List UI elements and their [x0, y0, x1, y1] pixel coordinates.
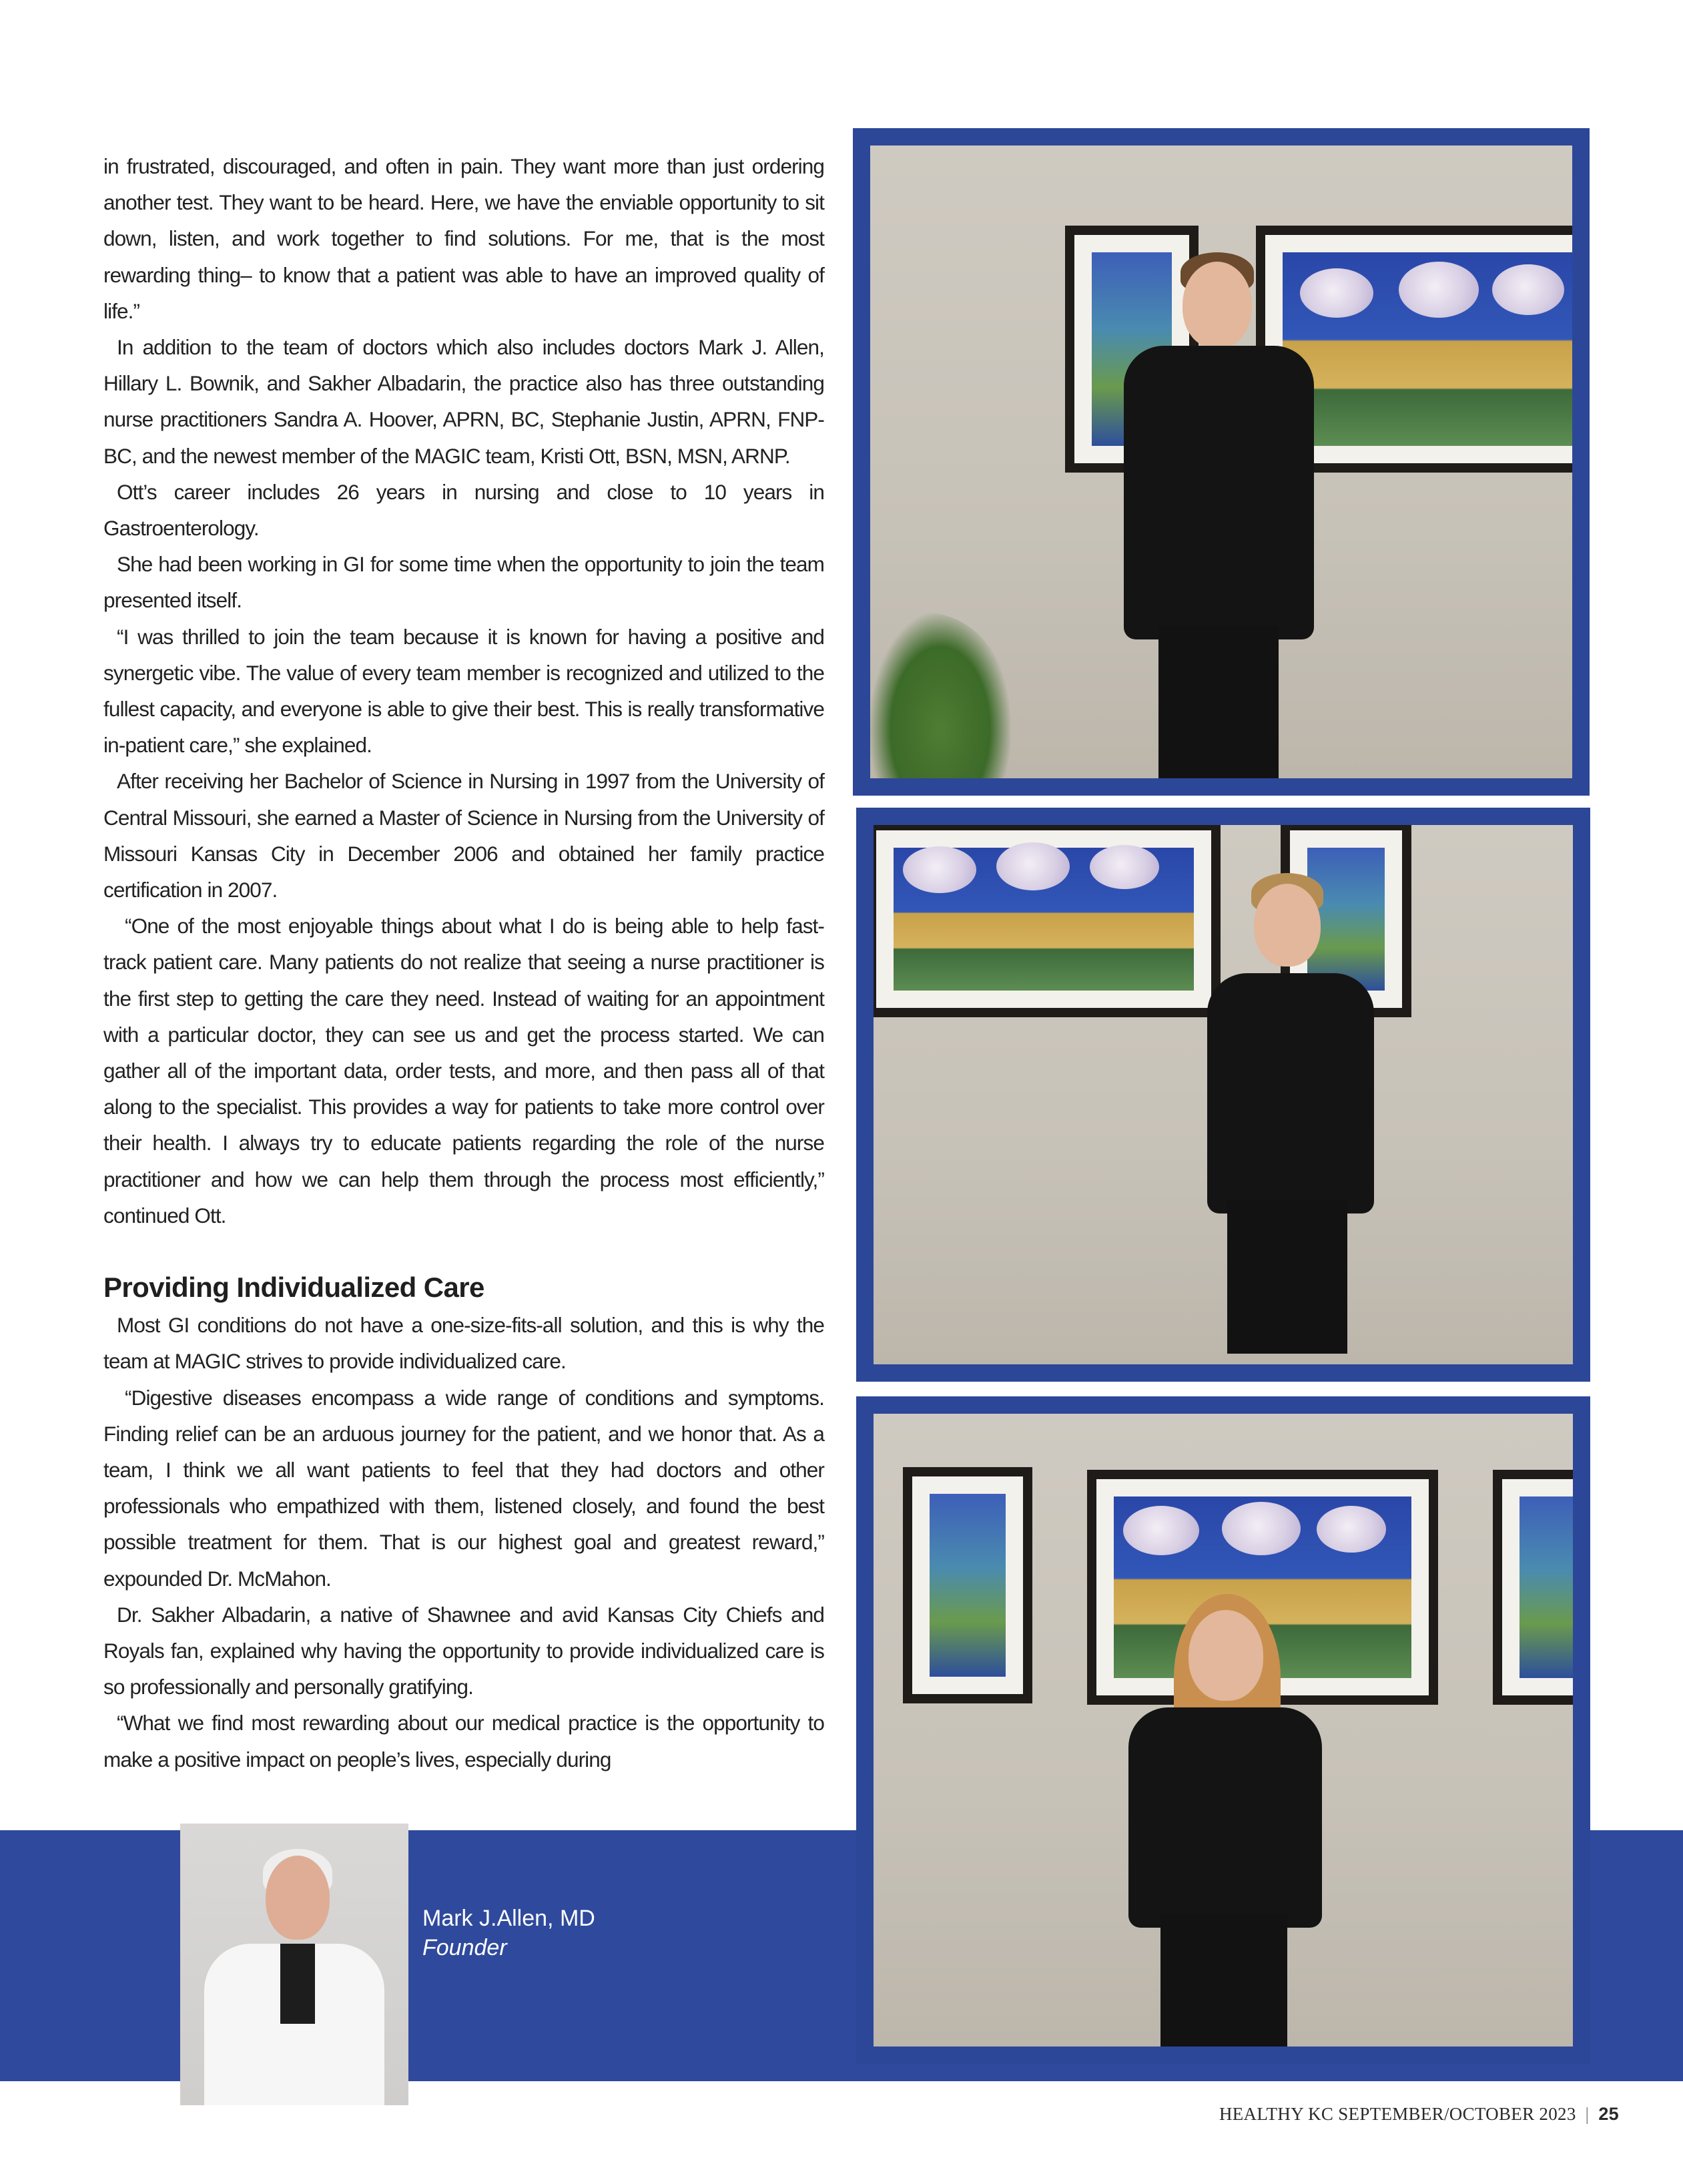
publication-name: HEALTHY KC SEPTEMBER/OCTOBER 2023 [1219, 2104, 1576, 2124]
page-number: 25 [1598, 2104, 1619, 2124]
paragraph-6: After receiving her Bachelor of Science in Nursing in 1997 from the University of Central Missouri, she earned a Master of Science in Nursing from the University of Missouri Kansas City in December 2006 and obtained her family practice certification in 2007. [103, 769, 824, 902]
shirt [280, 1944, 315, 2024]
photo-frame-1 [853, 128, 1590, 796]
section-paragraph-3: Dr. Sakher Albadarin, a native of Shawnee and avid Kansas City Chiefs and Royals fan, explained why having the opportunity to provide individualized care is so professionally and personally gratifying. [103, 1602, 824, 1699]
wall-art-narrow-right [1493, 1470, 1573, 1705]
paragraph-2: In addition to the team of doctors which also includes doctors Mark J. Allen, Hillary L. Bownik, and Sakher Albadarin, the practice also has three outstanding nurse practitioners Sandra A. Hoover, APRN, BC, Stephanie Justin, APRN, FNP-BC, and the newest member of the MAGIC team, Kristi Ott, BSN, MSN, ARNP. [103, 335, 824, 468]
section-paragraph-4: “What we find most rewarding about our medical practice is the opportunity to make a positive impact on people’s lives, especially during [103, 1711, 824, 1771]
wall-art-narrow-left [903, 1467, 1032, 1703]
paragraph-5: “I was thrilled to join the team because it is known for having a positive and synergetic vibe. The value of every team member is recognized and utilized to the fullest capacity, and everyone is able to give their best. This is really transformative in-patient care,” she explained. [103, 624, 824, 758]
page-footer [1219, 2104, 1619, 2125]
caption-role: Founder [422, 1935, 507, 1960]
photo-frame-3 [856, 1396, 1590, 2064]
headshot-photo [180, 1824, 408, 2105]
wall-art-wide [874, 825, 1221, 1017]
article-column [103, 148, 824, 1778]
section-paragraph-1: Most GI conditions do not have a one-size-fits-all solution, and this is why the team at MAGIC strives to provide individualized care. [103, 1313, 824, 1374]
paragraph-3: Ott’s career includes 26 years in nursing and close to 10 years in Gastroenterology. [103, 479, 824, 541]
section-paragraph-2: “Digestive diseases encompass a wide range of conditions and symptoms. Finding relief can be an arduous journey for the patient, and we honor that. As a team, I think we all want patients to feel that they had doctors and other professionals who empathized with them, listened closely, and found the best possible treatment for them. That is our highest goal and greatest reward,” expounded Dr. McMahon. [103, 1385, 824, 1591]
paragraph-1: in frustrated, discouraged, and often in pain. They want more than just ordering another test. They want to be heard. Here, we have the enviable opportunity to sit down, listen, and work together to find solutions. For me, that is the most rewarding thing– to know that a patient was able to have an improved quality of life.” [103, 154, 824, 323]
paragraph-7: “One of the most enjoyable things about what I do is being able to help fast-track patient care. Many patients do not realize that seeing a nurse practitioner is the first step to getting the care they need. Instead of waiting for an appointment with a particular doctor, they can see us and get the process started. We can gather all of the important data, order tests, and more, and then pass all of that along to the specialist. This provides a way for patients to take more control over their health. I always try to educate patients regarding the role of the nurse practitioner and how we can help them through the process most efficiently,” continued Ott. [103, 914, 824, 1227]
paragraph-4: She had been working in GI for some time when the opportunity to join the team presented itself. [103, 552, 824, 613]
person-2 [1187, 873, 1387, 1354]
plant [870, 613, 1010, 778]
staff-photo-2 [874, 825, 1573, 1364]
headshot-caption [422, 1904, 595, 1962]
caption-name: Mark J.Allen, MD [422, 1906, 595, 1931]
person-3 [1094, 1594, 1347, 2046]
footer-separator: | [1585, 2104, 1590, 2124]
section-heading: Providing Individualized Care [103, 1272, 484, 1304]
photo-frame-2 [856, 808, 1590, 1382]
staff-photo-1 [870, 146, 1572, 778]
person-1 [1110, 252, 1324, 778]
staff-photo-3 [874, 1414, 1573, 2046]
